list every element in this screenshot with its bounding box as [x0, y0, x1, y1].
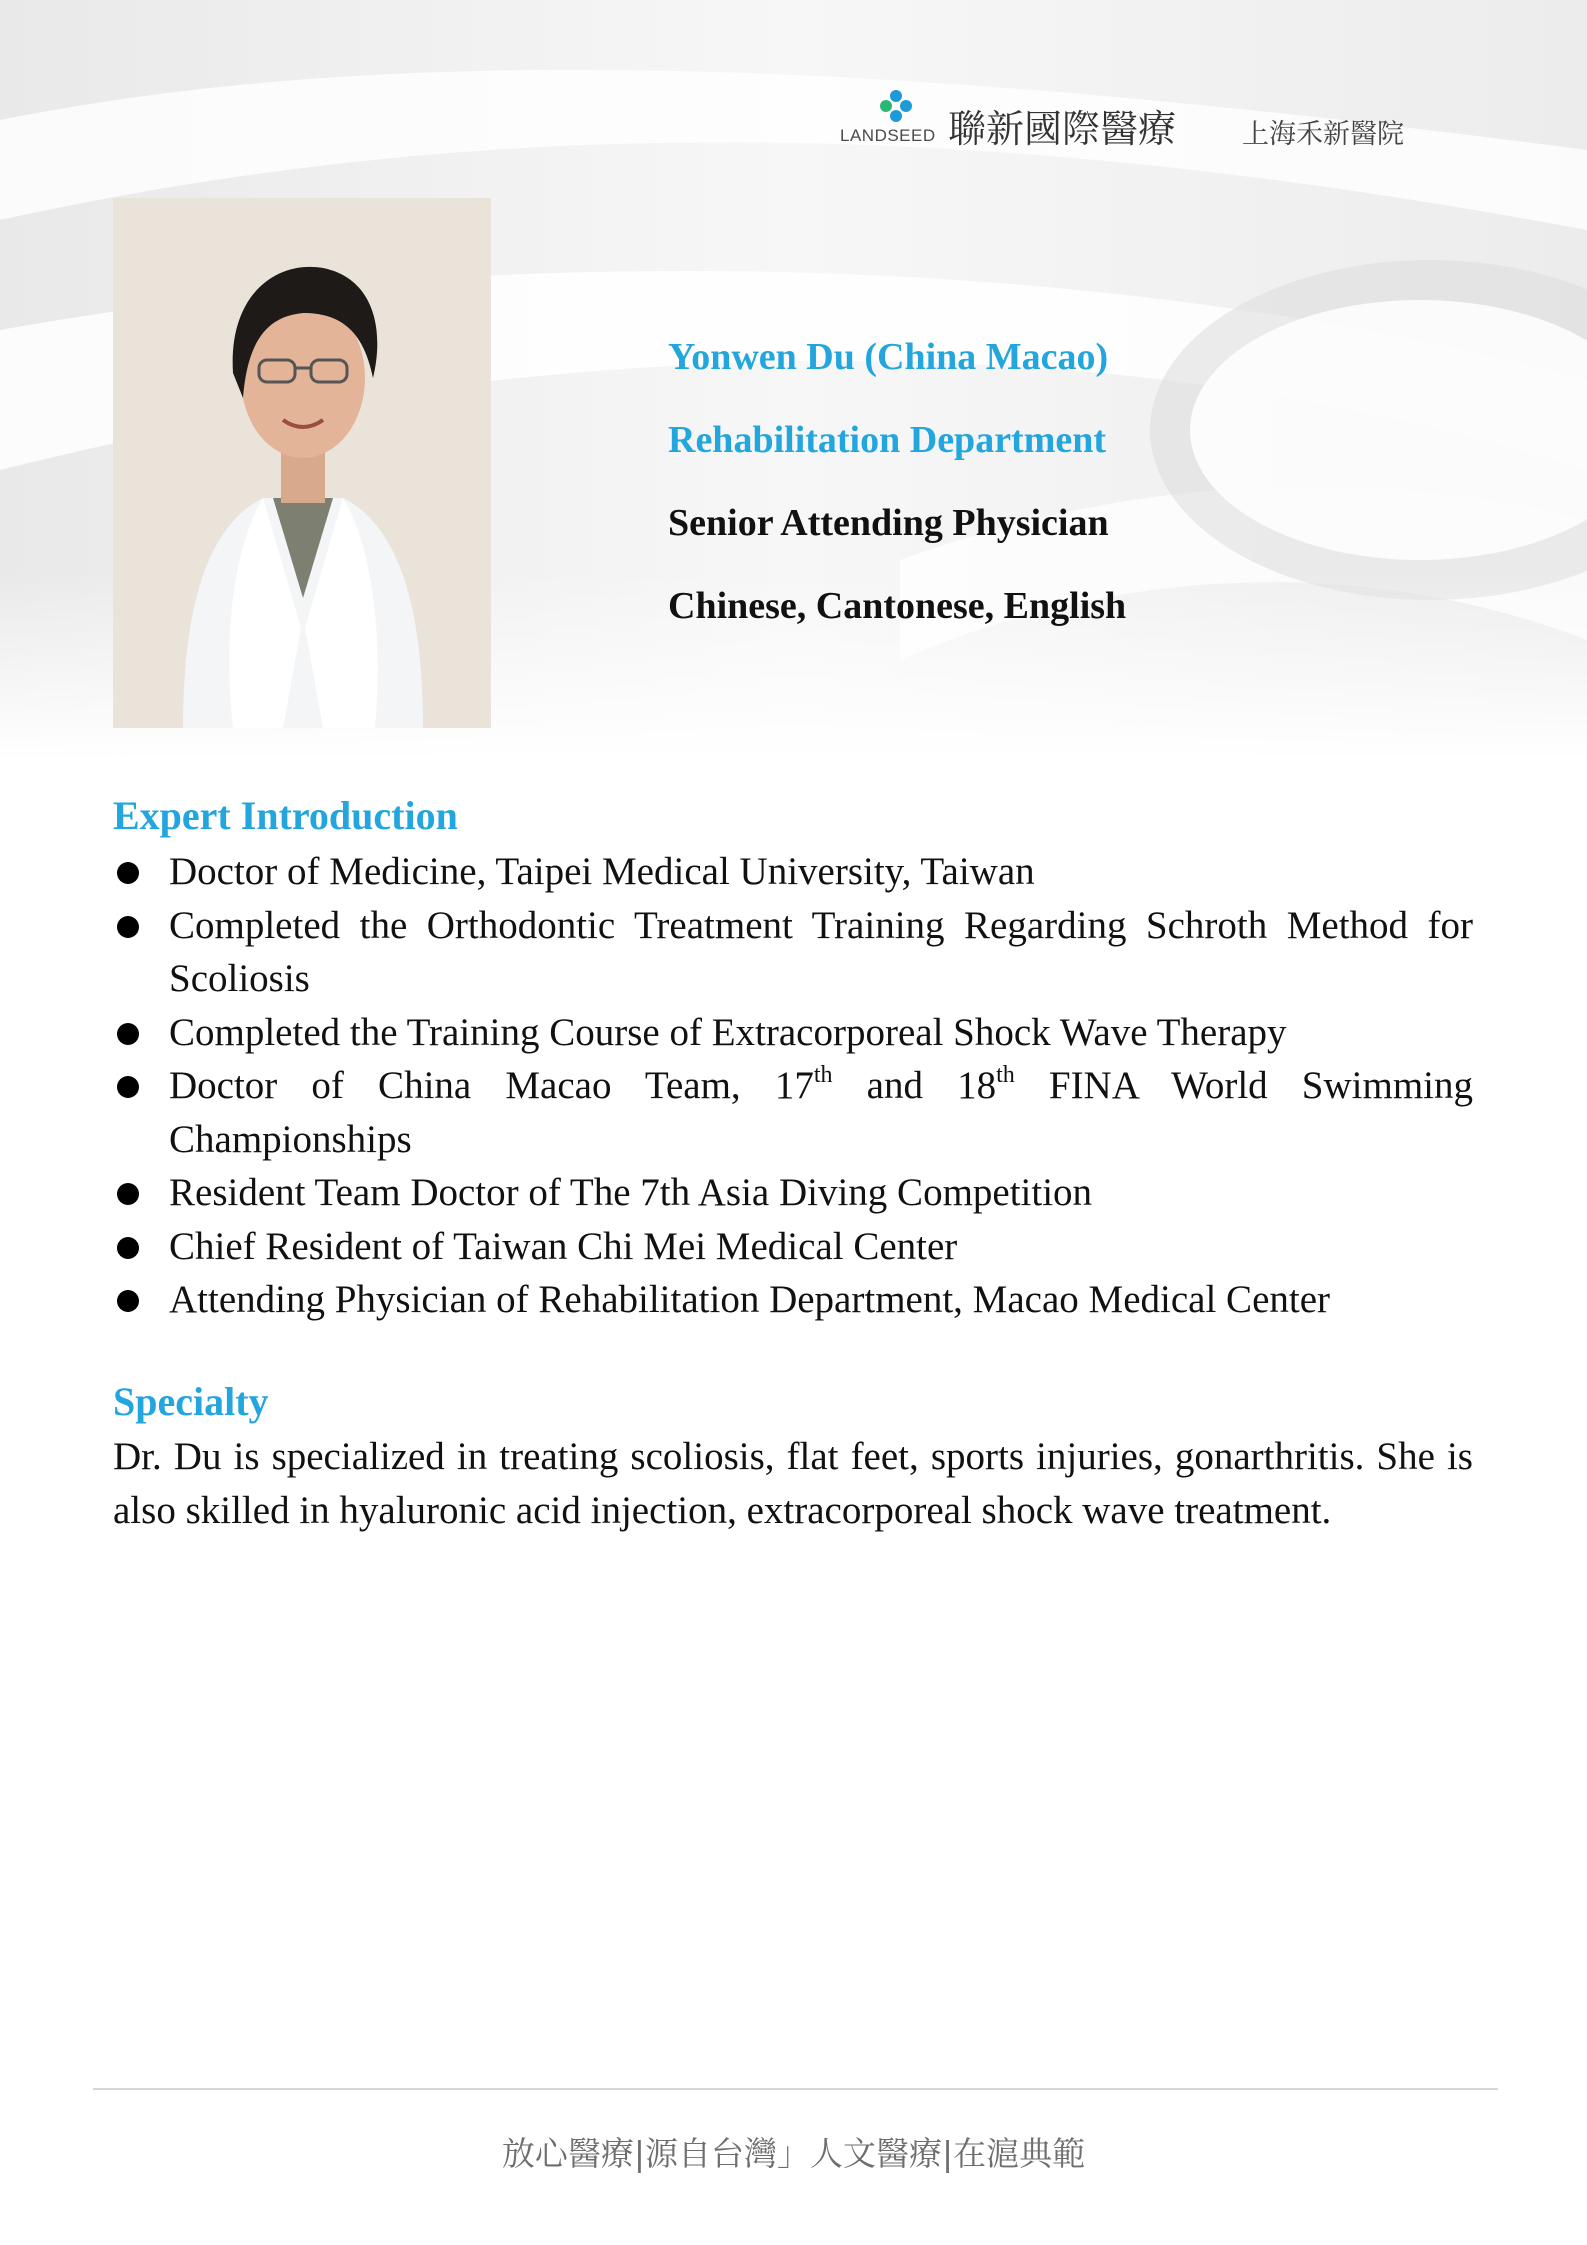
bullet-icon	[117, 1290, 139, 1312]
doctor-name: Yonwen Du (China Macao)	[668, 336, 1109, 378]
logo-brand-zh: 聯新國際醫療	[948, 107, 1177, 151]
list-item	[113, 1273, 1473, 1327]
list-item	[113, 1059, 1473, 1166]
footer-divider	[93, 2088, 1498, 2090]
superscript: th	[813, 1062, 833, 1088]
list-item	[113, 899, 1473, 1006]
specialty-heading: Specialty	[113, 1379, 269, 1424]
footer-slogan: 放心醫療|源自台灣」人文醫療|在滬典範	[501, 2134, 1086, 2173]
text-segment: and 18	[832, 1064, 997, 1107]
job-title: Senior Attending Physician	[668, 502, 1109, 544]
bullet-icon	[117, 1183, 139, 1205]
list-item	[113, 845, 1473, 899]
list-item-text: Doctor of Medicine, Taipei Medical University, Taiwan	[169, 850, 1035, 893]
text-segment: Doctor of China Macao Team, 17	[169, 1064, 814, 1107]
doctor-portrait-illustration	[113, 198, 491, 728]
list-item-text: Attending Physician of Rehabilitation Department, Macao Medical Center	[169, 1278, 1331, 1321]
department: Rehabilitation Department	[668, 419, 1107, 461]
bullet-icon	[117, 1237, 139, 1259]
text-segment: FINA World Swimming Championships	[169, 1064, 1474, 1161]
list-item-text: Completed the Training Course of Extracorporeal Shock Wave Therapy	[169, 1010, 1287, 1054]
bullet-icon	[117, 1023, 139, 1045]
logo-brand-en: LANDSEED	[840, 126, 936, 145]
bullet-icon	[117, 1076, 139, 1098]
list-item-text: Chief Resident of Taiwan Chi Mei Medical Center	[169, 1224, 958, 1268]
specialty-text: Dr. Du is specialized in treating scoliosis, flat feet, sports injuries, gonarthritis. She is also skilled in hyaluronic acid injection, extracorporeal shock wave treatment.	[113, 1435, 1473, 1532]
list-item	[113, 1220, 1473, 1274]
expert-introduction-heading: Expert Introduction	[113, 793, 458, 838]
doctor-photo	[113, 198, 491, 728]
flower-cross-logo-icon	[878, 88, 914, 124]
bullet-icon	[117, 916, 139, 938]
profile-header	[668, 316, 1126, 648]
list-item-text	[169, 1064, 1473, 1161]
languages: Chinese, Cantonese, English	[668, 585, 1127, 627]
superscript: th	[996, 1062, 1015, 1088]
expert-introduction-list	[113, 845, 1473, 1327]
logo-hospital-zh: 上海禾新醫院	[1242, 119, 1404, 150]
bullet-icon	[117, 862, 139, 884]
list-item-text: Completed the Orthodontic Treatment Training Regarding Schroth Method for Scoliosis	[169, 903, 1473, 1000]
list-item	[113, 1006, 1473, 1060]
list-item-text: Resident Team Doctor of The 7th Asia Diving Competition	[169, 1171, 1093, 1214]
list-item	[113, 1166, 1473, 1220]
